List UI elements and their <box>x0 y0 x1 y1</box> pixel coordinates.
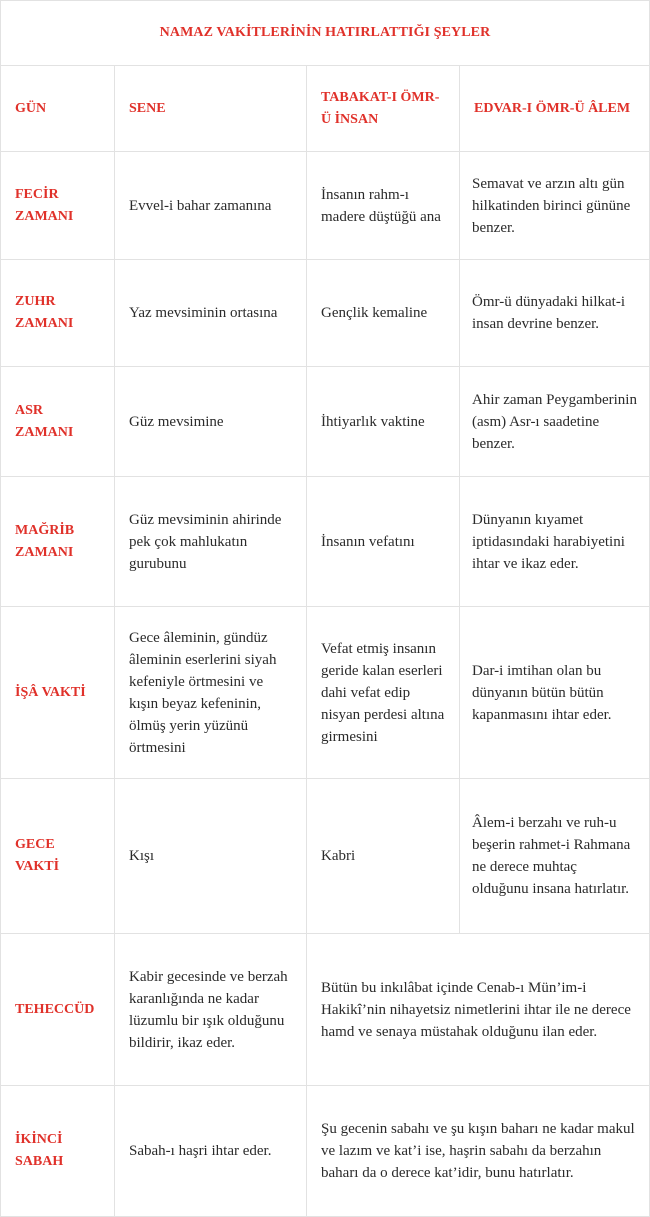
day-cell: İKİNCİ SABAH <box>1 1086 115 1217</box>
sene-cell: Gece âleminin, gündüz âleminin eserlerini siyah kefeniyle örtmesini ve kışın beyaz kefeninin, ölmüş yerin yüzünü örtmesini <box>115 607 307 779</box>
table-row <box>1 477 650 607</box>
insan-cell: İhtiyarlık vaktine <box>307 367 460 477</box>
sene-cell: Kışı <box>115 779 307 934</box>
sene-cell: Sabah-ı haşri ihtar eder. <box>115 1086 307 1217</box>
table-row <box>1 152 650 260</box>
title-row <box>1 1 650 66</box>
merged-cell: Bütün bu inkılâbat içinde Cenab-ı Mün’im-i Hakikî’nin nihayetsiz nimetlerini ihtar ile ne derece hamd ve senaya müstahak olduğunu ilan eder. <box>307 934 650 1086</box>
day-cell: FECİR ZAMANI <box>1 152 115 260</box>
insan-cell: Vefat etmiş insanın geride kalan eserleri dahi vefat edip nisyan perdesi altına girmesini <box>307 607 460 779</box>
day-cell: TEHECCÜD <box>1 934 115 1086</box>
header-tabakat: TABAKAT-I ÖMR-Ü İNSAN <box>307 66 460 152</box>
sene-cell: Kabir gecesinde ve berzah karanlığında ne kadar lüzumlu bir ışık olduğunu bildirir, ikaz eder. <box>115 934 307 1086</box>
table-row <box>1 367 650 477</box>
insan-cell: İnsanın vefatını <box>307 477 460 607</box>
sene-cell: Evvel-i bahar zamanına <box>115 152 307 260</box>
table-title: NAMAZ VAKİTLERİNİN HATIRLATTIĞI ŞEYLER <box>1 1 650 66</box>
alem-cell: Ahir zaman Peygamberinin (asm) Asr-ı saadetine benzer. <box>460 367 650 477</box>
table-row <box>1 779 650 934</box>
alem-cell: Dar-i imtihan olan bu dünyanın bütün bütün kapanmasını ihtar eder. <box>460 607 650 779</box>
header-edvar: EDVAR-I ÖMR-Ü ÂLEM <box>460 66 650 152</box>
day-cell: İŞÂ VAKTİ <box>1 607 115 779</box>
insan-cell: Gençlik kemaline <box>307 260 460 367</box>
header-row <box>1 66 650 152</box>
table-row <box>1 934 650 1086</box>
day-cell: ZUHR ZAMANI <box>1 260 115 367</box>
day-cell: ASR ZAMANI <box>1 367 115 477</box>
sene-cell: Güz mevsiminin ahirinde pek çok mahlukatın gurubunu <box>115 477 307 607</box>
header-sene: SENE <box>115 66 307 152</box>
insan-cell: İnsanın rahm-ı madere düştüğü ana <box>307 152 460 260</box>
table-row <box>1 607 650 779</box>
day-cell: MAĞRİB ZAMANI <box>1 477 115 607</box>
sene-cell: Yaz mevsiminin ortasına <box>115 260 307 367</box>
alem-cell: Âlem-i berzahı ve ruh-u beşerin rahmet-i Rahmana ne derece muhtaç olduğunu insana hatırlatır. <box>460 779 650 934</box>
header-gun: GÜN <box>1 66 115 152</box>
alem-cell: Semavat ve arzın altı gün hilkatinden birinci gününe benzer. <box>460 152 650 260</box>
insan-cell: Kabri <box>307 779 460 934</box>
table-row <box>1 1086 650 1217</box>
alem-cell: Ömr-ü dünyadaki hilkat-i insan devrine benzer. <box>460 260 650 367</box>
alem-cell: Dünyanın kıyamet iptidasındaki harabiyetini ihtar ve ikaz eder. <box>460 477 650 607</box>
sene-cell: Güz mevsimine <box>115 367 307 477</box>
table-row <box>1 260 650 367</box>
day-cell: GECE VAKTİ <box>1 779 115 934</box>
merged-cell: Şu gecenin sabahı ve şu kışın baharı ne kadar makul ve lazım ve kat’i ise, haşrin sabahı da berzahın baharı da o derece kat’idir, bunu hatırlatır. <box>307 1086 650 1217</box>
